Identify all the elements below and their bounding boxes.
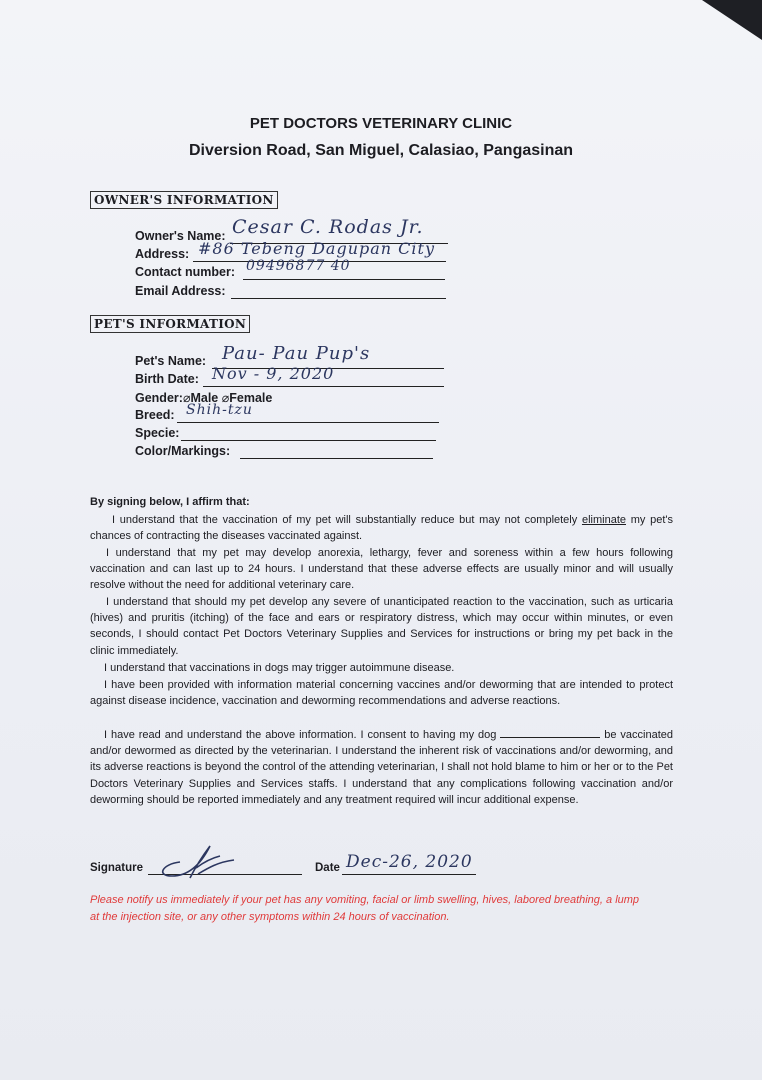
owner-contact-value: 09496877 40 <box>246 258 351 274</box>
pet-color-label: Color/Markings: <box>135 444 231 458</box>
owner-name-value: Cesar C. Rodas Jr. <box>232 216 424 238</box>
pet-birth-label: Birth Date: <box>135 372 199 386</box>
pet-birth-field[interactable] <box>135 372 199 386</box>
p1-text-b: my pet's chances of contracting the diseases vaccinated against. <box>90 514 673 543</box>
pet-specie-label: Specie: <box>135 426 180 440</box>
pet-specie-line <box>181 440 436 441</box>
affirmation-heading: By signing below, I affirm that: <box>90 496 250 508</box>
pet-name-label: Pet's Name: <box>135 354 207 368</box>
owner-address-label: Address: <box>135 247 190 261</box>
clinic-address: Diversion Road, San Miguel, Calasiao, Pangasinan <box>188 142 574 159</box>
pet-birth-value: Nov - 9, 2020 <box>212 364 335 383</box>
affirmation-paragraph-2: I understand that my pet may develop anorexia, lethargy, fever and soreness within a few hours following vaccination and can last up to 24 hours. I understand that these adverse effects are usually minor and will usually resolve without the need for additional veterinary care. <box>90 547 673 592</box>
affirmation-paragraph-6 <box>90 727 673 808</box>
pet-birth-line <box>203 386 444 387</box>
p1-text-a: I understand that the vaccination of my pet will substantially reduce but may not completely <box>112 514 578 526</box>
gender-female-label: Female <box>229 391 273 405</box>
owner-section-title: OWNER'S INFORMATION <box>90 191 278 209</box>
affirmation-paragraph-1 <box>90 512 673 544</box>
pet-color-line <box>240 458 433 459</box>
dog-name-blank[interactable] <box>500 727 600 738</box>
affirmation-paragraph-5: I have been provided with information material concerning vaccines and/or deworming that are intended to protect against disease incidence, vaccination and deworming recommendations and adverse reactions. <box>90 679 673 708</box>
handwritten-signature <box>150 832 240 882</box>
p6-text-b: be vaccinated and/or dewormed as directed by the veterinarian. I understand the inherent risk of vaccinations and/or deworming, and its adverse reactions is beyond the control of the attending veterinarian, I shall not hold blame to him or her or to the Pet Doctors Veterinary Supplies and Services staffs. I understand that any complications following vaccination and/or deworming should be reported immediately and any treatment required will incur additional expense. <box>90 729 673 806</box>
date-label: Date <box>315 862 340 874</box>
owner-contact-label: Contact number: <box>135 265 235 279</box>
affirmation-paragraph-3: I understand that should my pet develop any severe of unanticipated reaction to the vaccination, such as urticaria (hives) and pruritis (itching) of the face and ears or respiratory distress, which may occur within minutes, or even seconds, I should contact Pet Doctors Veterinary Supplies and Services for instructions or bring my pet back in the clinic immediately. <box>90 596 673 657</box>
owner-email-label: Email Address: <box>135 284 226 298</box>
pet-breed-value: Shih-tzu <box>186 402 253 418</box>
date-line[interactable] <box>342 874 476 875</box>
pet-breed-label: Breed: <box>135 408 175 422</box>
gender-male-label: Male <box>190 391 219 405</box>
pet-breed-field[interactable] <box>135 408 175 422</box>
pet-name-value: Pau- Pau Pup's <box>222 343 371 364</box>
p6-text-a: I have read and understand the above information. I consent to having my dog <box>104 729 497 741</box>
owner-address-field[interactable] <box>135 247 189 261</box>
date-value: Dec-26, 2020 <box>346 852 473 872</box>
owner-contact-field[interactable] <box>135 265 235 279</box>
owner-email-line <box>231 298 446 299</box>
clinic-name: PET DOCTORS VETERINARY CLINIC <box>249 115 513 132</box>
pet-breed-line <box>177 422 439 423</box>
owner-contact-line <box>243 279 445 280</box>
scanned-page-corner <box>702 0 762 40</box>
pet-gender-label: Gender: <box>135 391 183 405</box>
p1-underlined-word: eliminate <box>581 514 626 526</box>
pet-color-field[interactable] <box>135 444 230 458</box>
pet-section-title: PET'S INFORMATION <box>90 315 250 333</box>
gender-male-checkbox[interactable]: ⌀ <box>182 391 191 405</box>
notice-text: Please notify us immediately if your pet has any vomiting, facial or limb swelling, hives, labored breathing, a lump at the injection site, or any other symptoms within 24 hours of vaccination. <box>90 894 640 923</box>
owner-address-value: #86 Tebeng Dagupan City <box>198 239 436 258</box>
gender-female-checkbox[interactable]: ⌀ <box>221 391 230 405</box>
affirmation-paragraph-4: I understand that vaccinations in dogs may trigger autoimmune disease. <box>104 662 455 674</box>
pet-name-field[interactable] <box>135 354 206 368</box>
signature-label: Signature <box>90 862 144 874</box>
pet-specie-field[interactable] <box>135 426 179 440</box>
owner-name-label: Owner's Name: <box>135 229 226 243</box>
owner-email-field[interactable] <box>135 284 226 298</box>
